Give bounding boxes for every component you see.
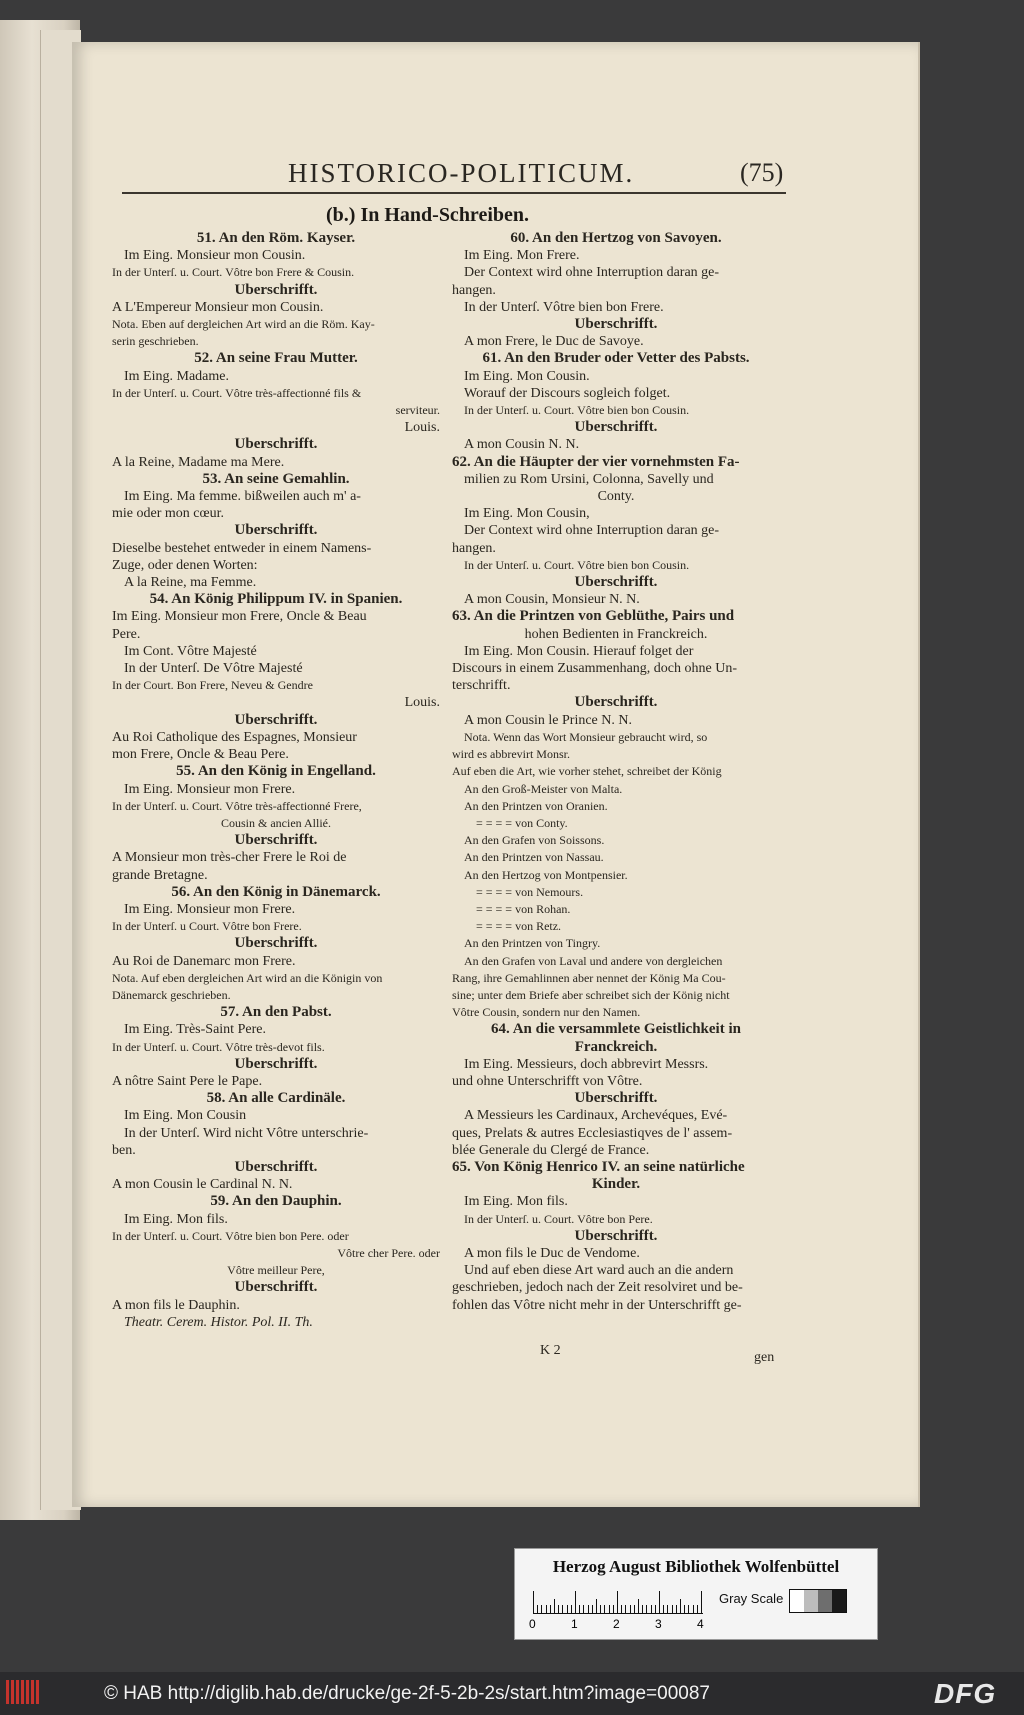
text-line: Uberschrifft. (574, 694, 658, 711)
text-line: In der Unterſ. De Vôtre Majesté (124, 661, 303, 677)
signature-mark: K 2 (540, 1343, 561, 1358)
text-line: Uberschrifft. (234, 522, 318, 539)
text-line: An den Grafen von Soissons. (464, 833, 605, 848)
text-line: Im Eing. Monsieur mon Cousin. (124, 248, 306, 264)
text-line: Franckreich. (574, 1038, 658, 1055)
text-line: hangen. (452, 282, 496, 298)
ruler-tick (583, 1605, 584, 1613)
ruler-number: 1 (571, 1617, 578, 1631)
text-line: A mon Cousin N. N. (464, 437, 580, 453)
text-line: serin geschrieben. (112, 334, 199, 349)
text-line: Louis. (404, 420, 440, 436)
text-line: Dänemarck geschrieben. (112, 987, 231, 1002)
ruler-number: 4 (697, 1617, 704, 1631)
text-line: In der Unterſ. u. Court. Vôtre bien bon Pere. oder (112, 1228, 349, 1243)
text-line: An den Hertzog von Montpensier. (464, 867, 628, 882)
text-line: 56. An den König in Dänemarck. (171, 883, 381, 900)
text-line: A Monsieur mon très-cher Frere le Roi de (112, 850, 347, 866)
text-line: A Messieurs les Cardinaux, Archevéques, Evé- (464, 1108, 728, 1124)
text-line: = = = = von Retz. (476, 919, 562, 934)
text-line: hangen. (452, 540, 496, 556)
text-line: In der Unterſ. u. Court. Vôtre bien bon Cousin. (464, 403, 690, 418)
text-line: Im Eing. Mon Cousin, (464, 506, 590, 522)
ruler-tick (579, 1605, 580, 1613)
text-line: Im Eing. Madame. (124, 368, 229, 384)
text-line: 59. An den Dauphin. (210, 1193, 342, 1210)
text-line: A L'Empereur Monsieur mon Cousin. (112, 299, 324, 315)
catchword: gen (754, 1350, 775, 1365)
text-line: fohlen das Vôtre nicht mehr in der Unterschrifft ge- (452, 1297, 742, 1313)
ruler-tick (634, 1605, 635, 1613)
text-line: Worauf der Discours sogleich folget. (464, 385, 671, 401)
ruler-tick (621, 1605, 622, 1613)
text-line: Vôtre Cousin, sondern nur den Namen. (452, 1005, 641, 1020)
text-line: Im Eing. Mon Frere. (464, 248, 580, 264)
text-line: milien zu Rom Ursini, Colonna, Savelly und (464, 471, 714, 487)
text-line: 61. An den Bruder oder Vetter des Pabsts. (482, 350, 750, 367)
text-line: Au Roi Catholique des Espagnes, Monsieur (112, 729, 357, 745)
ruler-tick (651, 1605, 652, 1613)
text-line: Im Eing. Monsieur mon Frere. (124, 901, 296, 917)
text-line: Im Eing. Messieurs, doch abbrevirt Messrs. (464, 1056, 709, 1072)
text-line: Der Context wird ohne Interruption daran ge- (464, 523, 720, 539)
scale-ruler (533, 1591, 703, 1614)
text-line: Nota. Wenn das Wort Monsieur gebraucht wird, so (464, 729, 708, 744)
text-line: Kinder. (591, 1176, 641, 1193)
text-line: Conty. (597, 489, 635, 505)
text-line: Uberschrifft. (574, 1227, 658, 1244)
text-line: 55. An den König in Engelland. (176, 763, 376, 780)
text-line: In der Unterſ. Wird nicht Vôtre unterschrie- (124, 1125, 369, 1141)
text-line: A la Reine, ma Femme. (124, 575, 257, 591)
text-line: mon Frere, Oncle & Beau Pere. (112, 747, 289, 763)
text-line: Im Eing. Ma femme. bißweilen auch m' a- (124, 489, 361, 505)
ruler-tick (630, 1605, 631, 1613)
text-line: Und auf eben diese Art ward auch an die andern (464, 1263, 734, 1279)
text-line: A mon Cousin le Cardinal N. N. (112, 1177, 293, 1193)
ruler-tick (680, 1599, 681, 1613)
text-line: Vôtre cher Pere. oder (337, 1245, 440, 1260)
text-line: An den Printzen von Nassau. (464, 850, 604, 865)
ruler-tick (693, 1605, 694, 1613)
ruler-tick (684, 1605, 685, 1613)
text-line: Uberschrifft. (234, 1055, 318, 1072)
ruler-tick (655, 1605, 656, 1613)
ruler-tick (697, 1605, 698, 1613)
ruler-tick (617, 1591, 618, 1613)
header-rule (122, 192, 786, 194)
text-line: hohen Bedienten in Franckreich. (524, 626, 708, 642)
text-line: 65. Von König Henrico IV. an seine natürliche (452, 1158, 745, 1175)
ruler-tick (642, 1605, 643, 1613)
ruler-tick (600, 1605, 601, 1613)
text-line: Im Eing. Mon Cousin (124, 1108, 247, 1124)
text-line: In der Unterſ. u. Court. Vôtre bon Frere & Cousin. (112, 265, 355, 280)
text-line: 57. An den Pabst. (220, 1004, 332, 1021)
footer-bar (0, 1672, 1024, 1715)
text-line: In der Unterſ. u. Court. Vôtre très-affectionné Frere, (112, 798, 362, 813)
text-line: Im Eing. Mon fils. (464, 1194, 568, 1210)
text-line: Uberschrifft. (234, 935, 318, 952)
text-line: Au Roi de Danemarc mon Frere. (112, 953, 296, 969)
text-line: ques, Prelats & autres Ecclesiastiqves de l' assem- (452, 1125, 733, 1141)
text-line: In der Unterſ. u. Court. Vôtre très-affectionné fils & (112, 385, 362, 400)
text-line: Im Eing. Mon Cousin. (464, 368, 590, 384)
text-line: In der Unterſ. u. Court. Vôtre bon Pere. (464, 1211, 653, 1226)
text-line: Dieselbe bestehet entweder in einem Namens- (112, 540, 372, 556)
ruler-tick (533, 1591, 534, 1613)
text-line: 58. An alle Cardinäle. (206, 1090, 346, 1107)
dfg-logo: DFG (934, 1678, 997, 1709)
text-line: mie oder mon cœur. (112, 506, 224, 522)
right-column (452, 230, 780, 1314)
text-line: 60. An den Hertzog von Savoyen. (510, 230, 722, 246)
text-line: 62. An die Häupter der vier vornehmsten Fa- (452, 453, 740, 470)
ruler-tick (588, 1605, 589, 1613)
text-line: Uberschrifft. (574, 316, 658, 333)
ruler-tick (646, 1605, 647, 1613)
library-name: Herzog August Bibliothek Wolfenbüttel (552, 1557, 840, 1576)
text-line: An den Printzen von Tingry. (464, 936, 601, 951)
text-line: 64. An die versammlete Geistlichkeit in (491, 1021, 741, 1038)
ruler-tick (676, 1605, 677, 1613)
ruler-tick (558, 1605, 559, 1613)
text-line: In der Unterſ. u. Court. Vôtre très-devot fils. (112, 1039, 325, 1054)
text-line: Nota. Eben auf dergleichen Art wird an die Röm. Kay- (112, 317, 375, 332)
text-line: A mon Frere, le Duc de Savoye. (464, 334, 644, 350)
ruler-tick (609, 1605, 610, 1613)
text-line: Im Cont. Vôtre Majesté (124, 643, 257, 659)
text-line: 63. An die Printzen von Geblüthe, Pairs und (452, 608, 735, 625)
text-line: = = = = von Conty. (476, 815, 568, 830)
ruler-tick (688, 1605, 689, 1613)
text-line: A mon fils le Dauphin. (112, 1297, 240, 1313)
text-line: Uberschrifft. (234, 281, 318, 298)
hab-logo-icon (6, 1680, 50, 1706)
ruler-tick (596, 1599, 597, 1613)
gray-swatch (832, 1590, 846, 1612)
text-line: 53. An seine Gemahlin. (202, 470, 350, 487)
text-line: In der Court. Bon Frere, Neveu & Gendre (112, 678, 313, 693)
text-line: An den Groß-Meister von Malta. (464, 781, 623, 796)
ruler-tick (537, 1605, 538, 1613)
ruler-tick (554, 1599, 555, 1613)
ruler-tick (592, 1605, 593, 1613)
text-line: Im Eing. Mon fils. (124, 1211, 228, 1227)
text-line: = = = = von Rohan. (476, 901, 571, 916)
text-line: Theatr. Cerem. Histor. Pol. II. Th. (124, 1314, 313, 1330)
text-line: Im Eing. Très-Saint Pere. (124, 1022, 266, 1038)
ruler-tick (562, 1605, 563, 1613)
text-line: sine; unter dem Briefe aber schreibet sich der König nicht (452, 987, 730, 1002)
page-number: (75) (740, 158, 784, 187)
ruler-tick (571, 1605, 572, 1613)
text-line: A mon fils le Duc de Vendome. (464, 1245, 640, 1261)
section-title: (b.) In Hand-Schreiben. (326, 204, 530, 226)
ruler-tick (550, 1605, 551, 1613)
gray-swatch (790, 1590, 804, 1612)
ruler-tick (659, 1591, 660, 1613)
text-line: Pere. (112, 626, 141, 642)
text-line: Cousin & ancien Allié. (221, 815, 331, 830)
text-line: A mon Cousin, Monsieur N. N. (464, 592, 640, 608)
ruler-tick (663, 1605, 664, 1613)
text-line: Vôtre meilleur Pere, (227, 1263, 325, 1278)
text-line: Uberschrifft. (574, 574, 658, 591)
gray-swatch (804, 1590, 818, 1612)
text-line: Uberschrifft. (234, 711, 318, 728)
ruler-tick (575, 1591, 576, 1613)
running-head: HISTORICO-POLITICUM. (288, 158, 635, 188)
ruler-tick (567, 1605, 568, 1613)
ruler-number: 2 (613, 1617, 620, 1631)
text-line: blée Generale du Clergé de France. (452, 1142, 650, 1158)
footer-url[interactable]: © HAB http://diglib.hab.de/drucke/ge-2f-5-2b-2s/start.htm?image=00087 (104, 1683, 710, 1704)
text-line: An den Printzen von Oranien. (464, 798, 608, 813)
text-line: 51. An den Röm. Kayser. (196, 230, 356, 246)
text-line: Rang, ihre Gemahlinnen aber nennet der König Ma Cou- (452, 970, 726, 985)
gray-scale-label: Gray Scale (719, 1591, 784, 1606)
text-line: In der Unterſ. Vôtre bien bon Frere. (464, 299, 664, 315)
ruler-tick (541, 1605, 542, 1613)
ruler-number: 3 (655, 1617, 662, 1631)
text-line: ben. (112, 1142, 136, 1158)
text-line: Uberschrifft. (234, 832, 318, 849)
ruler-tick (667, 1605, 668, 1613)
text-line: Uberschrifft. (234, 1279, 318, 1296)
ruler-tick (613, 1605, 614, 1613)
ruler-tick (701, 1591, 702, 1613)
text-line: 54. An König Philippum IV. in Spanien. (149, 591, 403, 608)
text-line: In der Unterſ. u Court. Vôtre bon Frere. (112, 919, 302, 934)
text-line: grande Bretagne. (112, 867, 208, 883)
text-line: wird es abbrevirt Monsr. (452, 747, 570, 762)
text-line: Im Eing. Monsieur mon Frere. (124, 781, 296, 797)
ruler-tick (625, 1605, 626, 1613)
text-line: 52. An seine Frau Mutter. (194, 350, 358, 367)
text-line: A mon Cousin le Prince N. N. (464, 712, 632, 728)
ruler-tick (638, 1599, 639, 1613)
text-line: Nota. Auf eben dergleichen Art wird an die Königin von (112, 970, 383, 985)
text-line: Der Context wird ohne Interruption daran ge- (464, 265, 720, 281)
gray-swatch (818, 1590, 832, 1612)
text-line: A nôtre Saint Pere le Pape. (112, 1073, 263, 1089)
text-line: serviteur. (395, 403, 440, 418)
ruler-tick (604, 1605, 605, 1613)
text-line: Uberschrifft. (234, 1158, 318, 1175)
ruler-tick (672, 1605, 673, 1613)
ruler-tick (546, 1605, 547, 1613)
text-line: Uberschrifft. (574, 419, 658, 436)
ruler-number: 0 (529, 1617, 536, 1631)
text-line: Auf eben die Art, wie vorher stehet, schreibet der König (452, 764, 722, 779)
text-line: und ohne Unterschrifft von Vôtre. (452, 1073, 643, 1089)
left-column (112, 230, 440, 1331)
text-line: Uberschrifft. (234, 436, 318, 453)
text-line: A la Reine, Madame ma Mere. (112, 454, 285, 470)
library-label (514, 1548, 878, 1640)
text-line: Discours in einem Zusammenhang, doch ohne Un- (452, 661, 737, 677)
text-line: Zuge, oder denen Worten: (112, 557, 258, 573)
text-line: Louis. (404, 695, 440, 711)
gray-scale-swatches (789, 1589, 847, 1613)
text-line: Uberschrifft. (574, 1090, 658, 1107)
text-line: = = = = von Nemours. (476, 884, 584, 899)
text-line: Im Eing. Monsieur mon Frere, Oncle & Beau (112, 609, 367, 625)
text-line: An den Grafen von Laval und andere von dergleichen (464, 953, 723, 968)
text-line: terschrifft. (452, 678, 511, 694)
text-line: Im Eing. Mon Cousin. Hierauf folget der (464, 643, 694, 659)
text-line: geschrieben, jedoch nach der Zeit resolviret und be- (452, 1280, 743, 1296)
text-line: In der Unterſ. u. Court. Vôtre bien bon Cousin. (464, 557, 690, 572)
